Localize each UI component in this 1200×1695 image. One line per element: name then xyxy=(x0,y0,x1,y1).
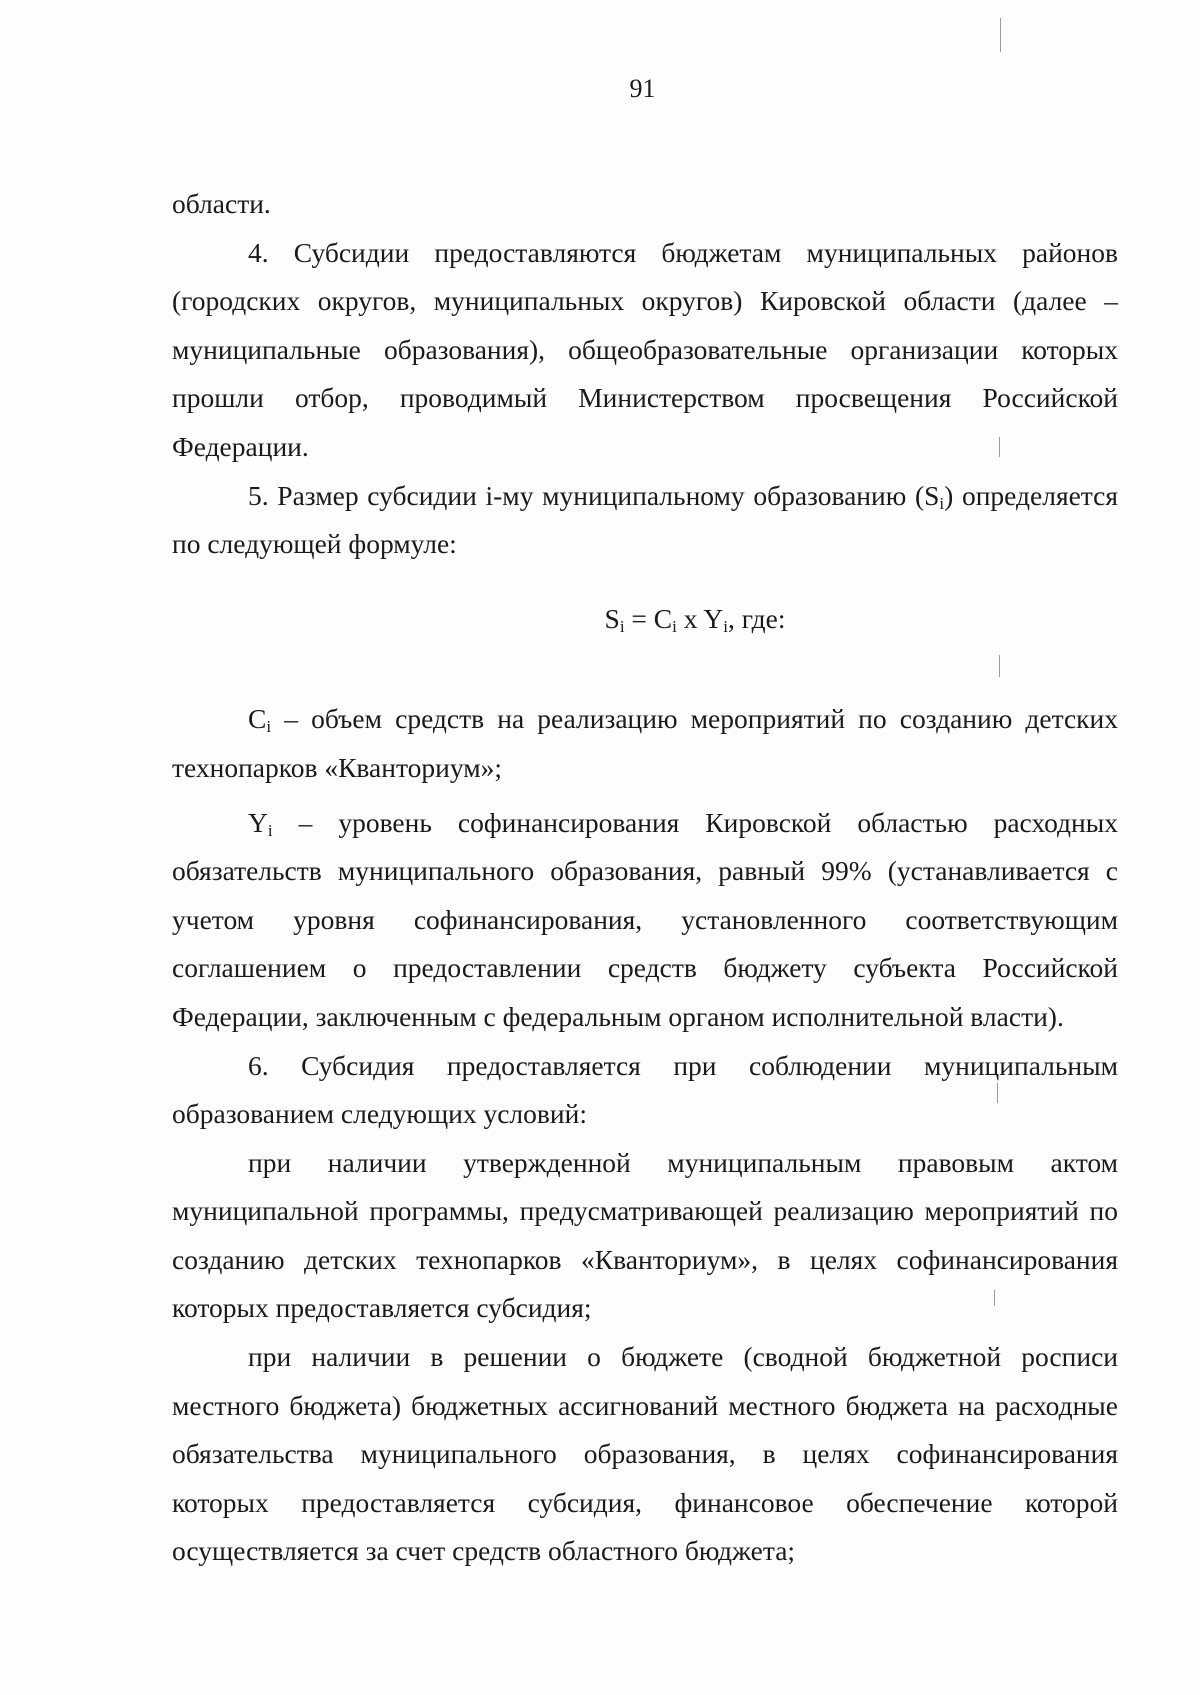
page-number: 91 xyxy=(629,74,656,103)
formula-tail: , где: xyxy=(727,602,786,634)
definition-c-symbol: C xyxy=(248,703,267,735)
definition-c-sub: i xyxy=(266,717,272,737)
definition-c-text: – объем средств на реализацию мероприятий по созданию детских технопарков «Кванториум»; xyxy=(172,703,1118,783)
formula-eq: = C xyxy=(624,602,673,634)
formula-y-sub: i xyxy=(723,616,728,636)
condition-1: при наличии утвержденной муниципальным правовым актом муниципальной программы, предусматривающей реализацию мероприятий по созданию детских технопарков «Кванториум», в целях софинансирования которых предоставляется субсидия; xyxy=(172,1146,1118,1324)
formula-c-sub: i xyxy=(672,616,677,636)
document-body xyxy=(172,180,1118,1576)
definition-y xyxy=(172,799,1118,1042)
paragraph-5-text: 5. Размер субсидии i-му муниципальному образованию (S xyxy=(248,479,940,511)
formula-s-sub: i xyxy=(619,616,625,636)
definition-y-symbol: Y xyxy=(248,806,268,838)
paragraph-5 xyxy=(172,472,1118,569)
formula xyxy=(172,595,1118,644)
scan-artifact-line xyxy=(1000,18,1001,52)
definition-y-sub: i xyxy=(267,820,273,840)
paragraph-6: 6. Субсидия предоставляется при соблюдении муниципальным образованием следующих условий: xyxy=(172,1049,1118,1130)
intro-line: области. xyxy=(172,188,271,219)
definition-c xyxy=(172,695,1118,792)
formula-s: S xyxy=(604,602,620,634)
paragraph-5-text-end: ) определяется по следующей формуле: xyxy=(172,479,1119,560)
formula-x: x Y xyxy=(676,602,724,634)
paragraph-4: 4. Субсидии предоставляются бюджетам муниципальных районов (городских округов, муниципальных округов) Кировской области (далее – муниципальные образования), общеобразовательные организации которых прошли отбор, проводимый Министерством просвещения Российской Федерации. xyxy=(172,236,1118,462)
condition-2: при наличии в решении о бюджете (сводной бюджетной росписи местного бюджета) бюджетных ассигнований местного бюджета на расходные обязательства муниципального образования, в целях софинансирования которых предоставляется субсидия, финансовое обеспечение которой осуществляется за счет средств областного бюджета; xyxy=(172,1341,1118,1567)
subscript-i: i xyxy=(939,493,945,513)
definition-y-text: – уровень софинансирования Кировской областью расходных обязательств муниципального образования, равный 99% (устанавливается с учетом уровня софинансирования, установленного соответствующим соглашением о предоставлении средств бюджету субъекта Российской Федерации, заключенным с федеральным органом исполнительной власти). xyxy=(172,806,1118,1032)
